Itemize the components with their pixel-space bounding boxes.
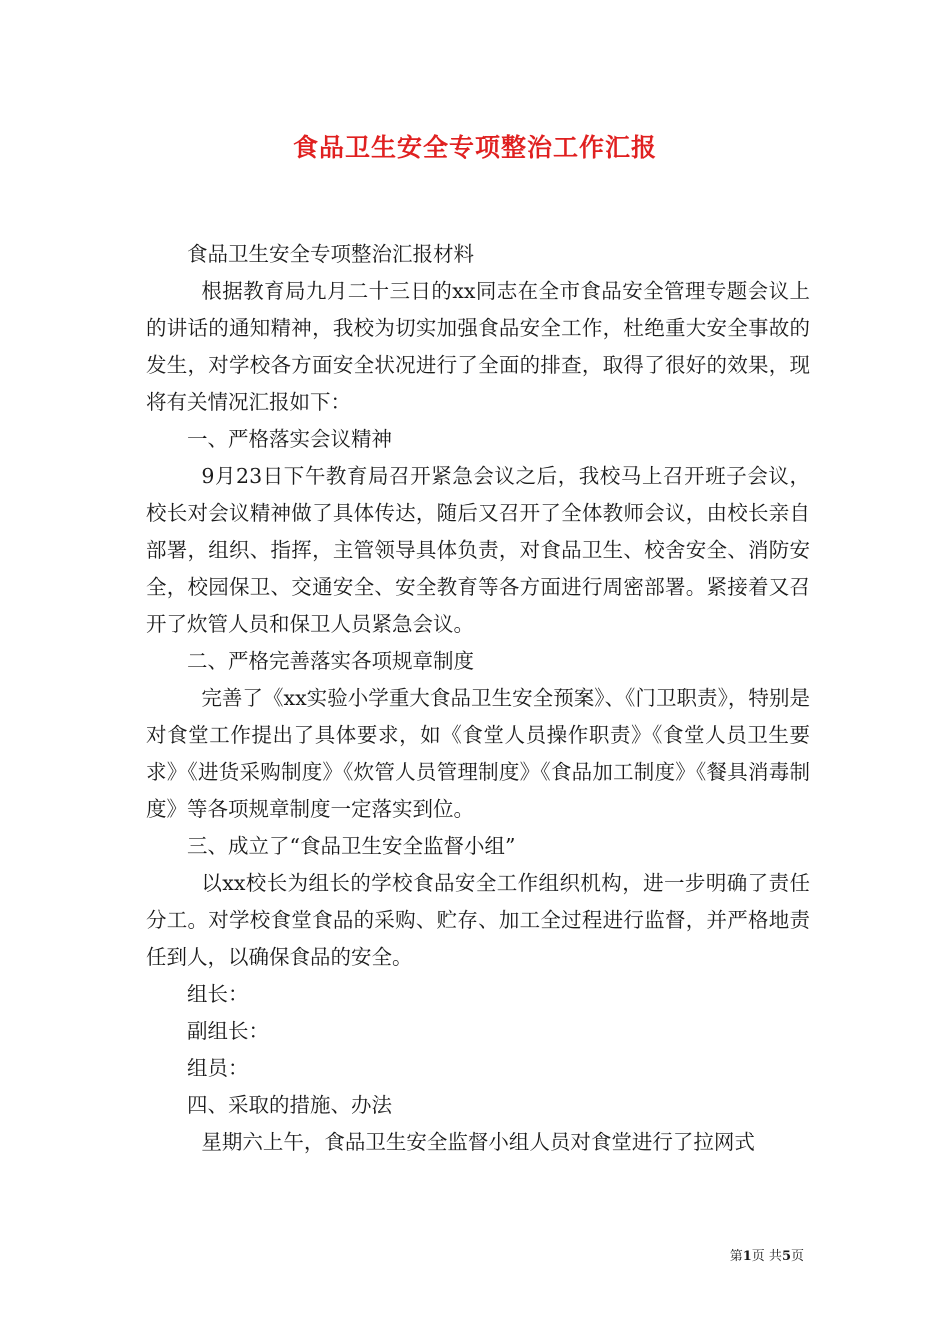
total-pages-number: 5: [781, 1249, 791, 1264]
paragraph: 9月23日下午教育局召开紧急会议之后，我校马上召开班子会议，校长对会议精神做了具体传达，随后又召开了全体教师会议，由校长亲自部署，组织、指挥，主管领导具体负责，对食品卫生、校舍安全、消防安全，校园保卫、交通安全、安全教育等各方面进行周密部署。紧接着又召开了炊管人员和保卫人员紧急会议。: [146, 464, 810, 636]
section-heading: 四、采取的措施、办法: [187, 1093, 392, 1117]
footer-suffix: 页: [790, 1249, 804, 1264]
section-heading: 一、严格落实会议精神: [187, 427, 392, 451]
section-heading: 三、成立了“食品卫生安全监督小组”: [187, 834, 516, 858]
document-title: 食品卫生安全专项整治工作汇报: [292, 133, 657, 162]
group-members-line: 组员：: [187, 1056, 249, 1080]
deputy-leader-line: 副组长：: [187, 1019, 269, 1043]
current-page-number: 1: [742, 1249, 752, 1264]
document-body: [146, 236, 810, 1161]
paragraph: 以xx校长为组长的学校食品安全工作组织机构，进一步明确了责任分工。对学校食堂食品的采购、贮存、加工全过程进行监督，并严格地责任到人，以确保食品的安全。: [146, 871, 810, 969]
group-leader-line: 组长：: [187, 982, 249, 1006]
paragraph: 完善了《xx实验小学重大食品卫生安全预案》、《门卫职责》，特别是对食堂工作提出了具体要求，如《食堂人员操作职责》《食堂人员卫生要求》《进货采购制度》《炊管人员管理制度》《食品加工制度》《餐具消毒制度》等各项规章制度一定落实到位。: [146, 686, 810, 821]
section-heading: 二、严格完善落实各项规章制度: [187, 649, 474, 673]
paragraph: 星期六上午，食品卫生安全监督小组人员对食堂进行了拉网式: [201, 1130, 755, 1154]
footer-middle: 页 共: [751, 1249, 782, 1264]
paragraph: 食品卫生安全专项整治汇报材料: [187, 242, 474, 266]
footer-prefix: 第: [729, 1249, 743, 1264]
page-footer: [730, 1248, 804, 1266]
paragraph: 根据教育局九月二十三日的xx同志在全市食品安全管理专题会议上的讲话的通知精神，我校为切实加强食品安全工作，杜绝重大安全事故的发生，对学校各方面安全状况进行了全面的排查，取得了很好的效果，现将有关情况汇报如下：: [146, 279, 810, 414]
